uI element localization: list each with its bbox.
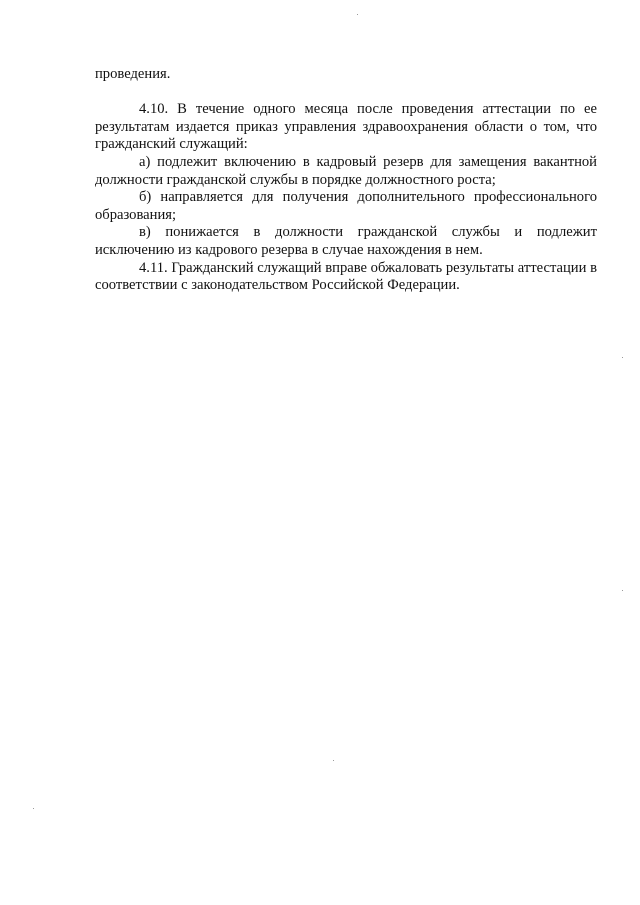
paragraph-4-11: 4.11. Гражданский служащий вправе обжаловать результаты аттестации в соответствии с законодательством Российской Федерации. [95,259,597,294]
paragraph-4-10: 4.10. В течение одного месяца после проведения аттестации по ее результатам издается приказ управления здравоохранения области о том, что гражданский служащий: [95,101,597,153]
scan-speck [357,14,358,15]
paragraph-item-b: б) направляется для получения дополнительного профессионального образования; [95,189,597,223]
document-body [95,66,597,295]
scan-speck [33,808,34,809]
scan-speck [333,760,334,761]
paragraph-item-a: а) подлежит включению в кадровый резерв для замещения вакантной должности гражданской службы в порядке должностного роста; [95,153,597,188]
scan-speck [622,357,623,358]
paragraph-spacer [95,84,597,102]
paragraph-continuation: проведения. [95,66,171,82]
paragraph-item-v: в) понижается в должности гражданской службы и подлежит исключению из кадрового резерва в случае нахождения в нем. [95,224,597,258]
scan-speck [622,590,623,591]
